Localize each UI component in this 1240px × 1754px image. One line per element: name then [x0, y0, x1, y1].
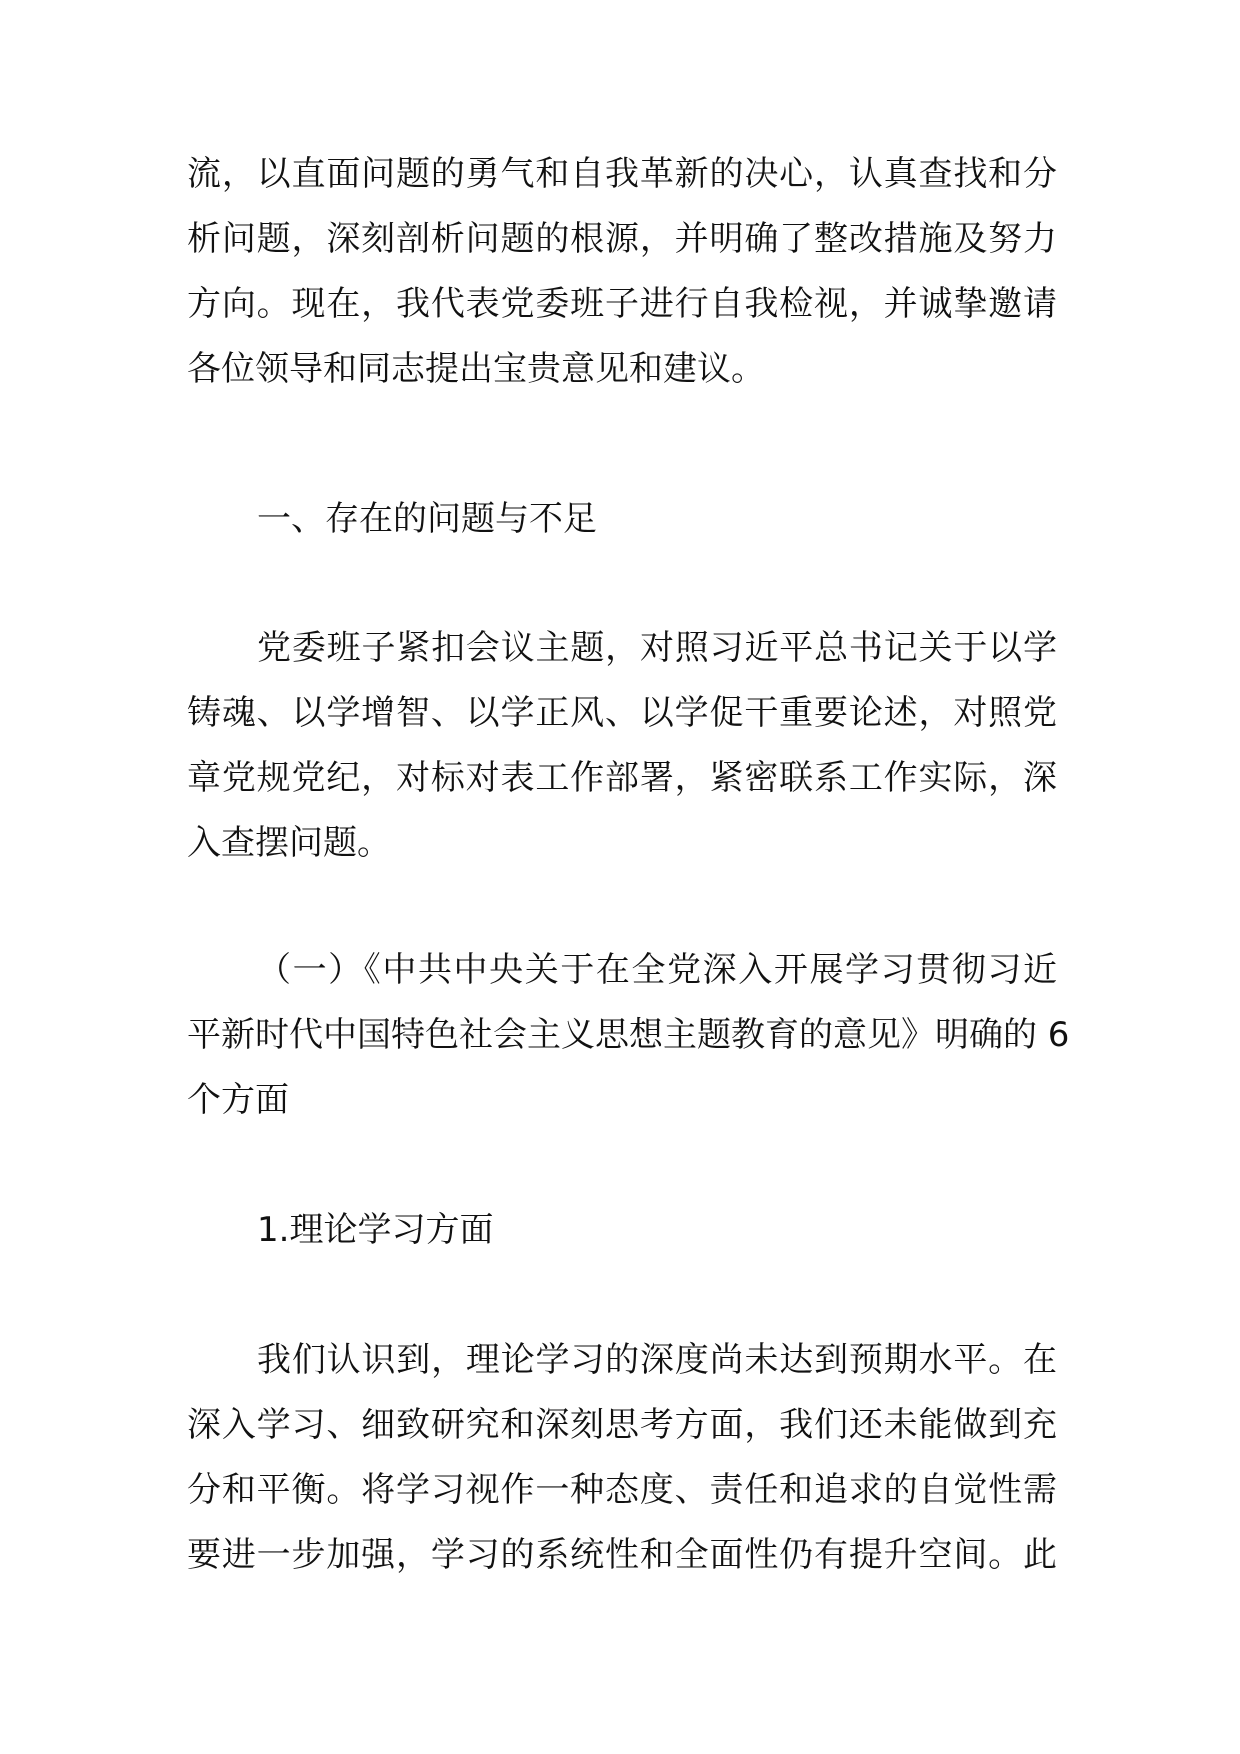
section-heading-problems [187, 487, 1057, 552]
paragraph-intro-continuation [187, 142, 1057, 402]
heading-text: 1.理论学习方面 [257, 1210, 494, 1250]
text-line: 析问题，深刻剖析问题的根源，并明确了整改措施及努力 [187, 219, 1057, 259]
paragraph-theory-study [187, 1328, 1057, 1588]
text-line: 流，以直面问题的勇气和自我革新的决心，认真查找和分 [187, 154, 1057, 194]
text-line: 分和平衡。将学习视作一种态度、责任和追求的自觉性需 [187, 1470, 1057, 1510]
text-line: 我们认识到，理论学习的深度尚未达到预期水平。在 [257, 1340, 1057, 1380]
text-line: 个方面 [187, 1080, 289, 1120]
text-line: 各位领导和同志提出宝贵意见和建议。 [187, 349, 765, 389]
text-line: 铸魂、以学增智、以学正风、以学促干重要论述，对照党 [187, 693, 1057, 733]
text-line: 深入学习、细致研究和深刻思考方面，我们还未能做到充 [187, 1405, 1057, 1445]
heading-text: 一、存在的问题与不足 [257, 499, 597, 539]
text-line: 方向。现在，我代表党委班子进行自我检视，并诚挚邀请 [187, 284, 1057, 324]
text-line: 平新时代中国特色社会主义思想主题教育的意见》明确的 6 [187, 1015, 1070, 1055]
text-line: 入查摆问题。 [187, 823, 391, 863]
item-heading-theory-study [187, 1198, 1057, 1263]
text-line: （一）《中共中央关于在全党深入开展学习贯彻习近 [257, 950, 1057, 990]
text-line: 党委班子紧扣会议主题，对照习近平总书记关于以学 [257, 628, 1057, 668]
text-line: 要进一步加强，学习的系统性和全面性仍有提升空间。此 [187, 1535, 1057, 1575]
subsection-heading-opinion [187, 938, 1070, 1133]
paragraph-overview [187, 616, 1057, 876]
text-line: 章党规党纪，对标对表工作部署，紧密联系工作实际，深 [187, 758, 1057, 798]
